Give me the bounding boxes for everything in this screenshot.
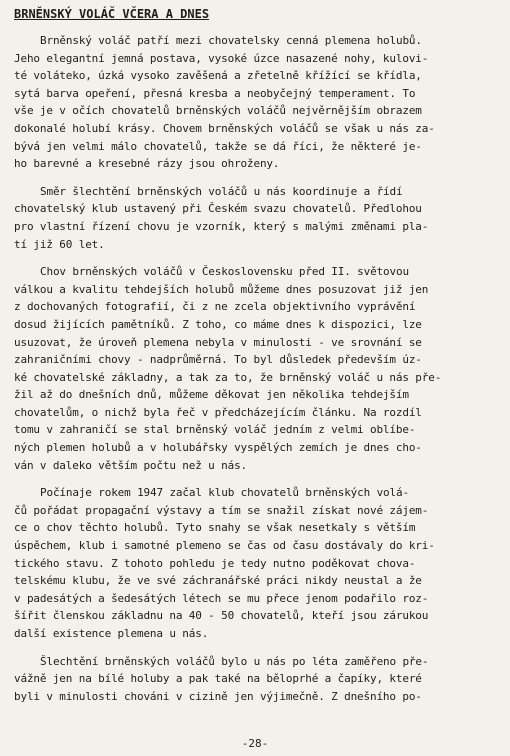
text-line: ho barevné a kresebné rázy jsou ohroženy.: [14, 157, 280, 171]
text-line: Šlechtění brněnských voláčů bylo u nás po léta zaměřeno pře-: [40, 654, 429, 668]
text-line: telskému klubu, že ve své záchranářské práci nikdy neustal a že: [14, 574, 422, 588]
paragraph: [14, 263, 502, 474]
text-line: žil až do dnešních dnů, můžeme děkovat jen několika tehdejším: [14, 388, 409, 402]
text-line: vážně jen na bílé holuby a pak také na běloprhé a čapíky, které: [14, 672, 422, 686]
text-line: Směr šlechtění brněnských voláčů u nás koordinuje a řídí: [40, 184, 403, 198]
text-line: dokonalé holubí krásy. Chovem brněnských voláčů se však u nás za-: [14, 121, 435, 135]
text-line: úspěchem, klub i samotné plemeno se čas od času dostávaly do kri-: [14, 539, 435, 553]
text-line: tí již 60 let.: [14, 237, 105, 251]
text-line: Počínaje rokem 1947 začal klub chovatelů brněnských volá-: [40, 486, 409, 500]
text-line: sytá barva opeření, přesná kresba a neobyčejný temperament. To: [14, 86, 416, 100]
paragraph: [14, 183, 502, 253]
text-line: pro vlastní řízení chovu je vzorník, který s malými změnami pla-: [14, 219, 429, 233]
text-line: tomu v zahraničí se stal brněnský voláč jedním z velmi oblíbe-: [14, 423, 416, 437]
text-line: Brněnský voláč patří mezi chovatelsky cenná plemena holubů.: [40, 34, 422, 47]
document-body: [14, 32, 502, 705]
paragraph: [14, 484, 502, 642]
text-line: šířit členskou základnu na 40 - 50 chovatelů, kteří jsou zárukou: [14, 609, 429, 623]
text-line: té voláteko, úzká vysoko zavěšená a zřetelně křížící se křídla,: [14, 69, 422, 83]
text-line: Chov brněnských voláčů v Československu před II. světovou: [40, 265, 409, 279]
paragraph: [14, 32, 502, 173]
text-line: byli v minulosti chováni v cizině jen výjimečně. Z dnešního po-: [14, 689, 422, 703]
text-line: ván v daleko větším počtu než u nás.: [14, 458, 248, 472]
text-line: tického stavu. Z tohoto pohledu je tedy nutno poděkovat chova-: [14, 556, 416, 570]
text-line: dosud žijících pamětníků. Z toho, co máme dnes k dispozici, lze: [14, 317, 422, 331]
text-line: Jeho elegantní jemná postava, vysoké úzce nasazené nohy, kulovi-: [14, 51, 429, 65]
text-line: chovatelům, o nichž byla řeč v předcházejícím článku. Na rozdíl: [14, 405, 422, 419]
text-line: bývá jen velmi málo chovatelů, takže se dá říci, že některé je-: [14, 139, 422, 153]
text-line: vše je v očích chovatelů brněnských voláčů nejvěrnějším obrazem: [14, 104, 422, 118]
text-line: usuzovat, že úroveň plemena nebyla v minulosti - ve srovnání se: [14, 335, 422, 349]
text-line: v padesátých a šedesátých létech se mu přece jenom podařilo roz-: [14, 591, 429, 605]
text-line: zahraničními chovy - nadprůměrná. To byl důsledek především úz-: [14, 353, 422, 367]
text-line: válkou a kvalitu tehdejších holubů můžeme dnes posuzovat již jen: [14, 282, 429, 296]
text-line: ké chovatelské základny, a tak za to, že brněnský voláč u nás pře-: [14, 370, 442, 384]
text-line: ných plemen holubů a v holubářsky vyspělých zemích je dnes cho-: [14, 441, 422, 455]
text-line: z dochovaných fotografií, či z ne zcela objektivního vyprávění: [14, 300, 416, 314]
text-line: čů pořádat propagační výstavy a tím se snažil získat nové zájem-: [14, 503, 429, 517]
document-title: BRNĚNSKÝ VOLÁČ VČERA A DNES: [14, 7, 210, 21]
paragraph: [14, 653, 502, 706]
text-line: další existence plemena u nás.: [14, 627, 209, 640]
text-line: chovatelský klub ustavený při Českém svazu chovatelů. Předlohou: [14, 202, 422, 216]
text-line: ce o chov těchto holubů. Tyto snahy se však nesetkaly s větším: [14, 521, 416, 535]
page-number: -28-: [241, 737, 269, 750]
